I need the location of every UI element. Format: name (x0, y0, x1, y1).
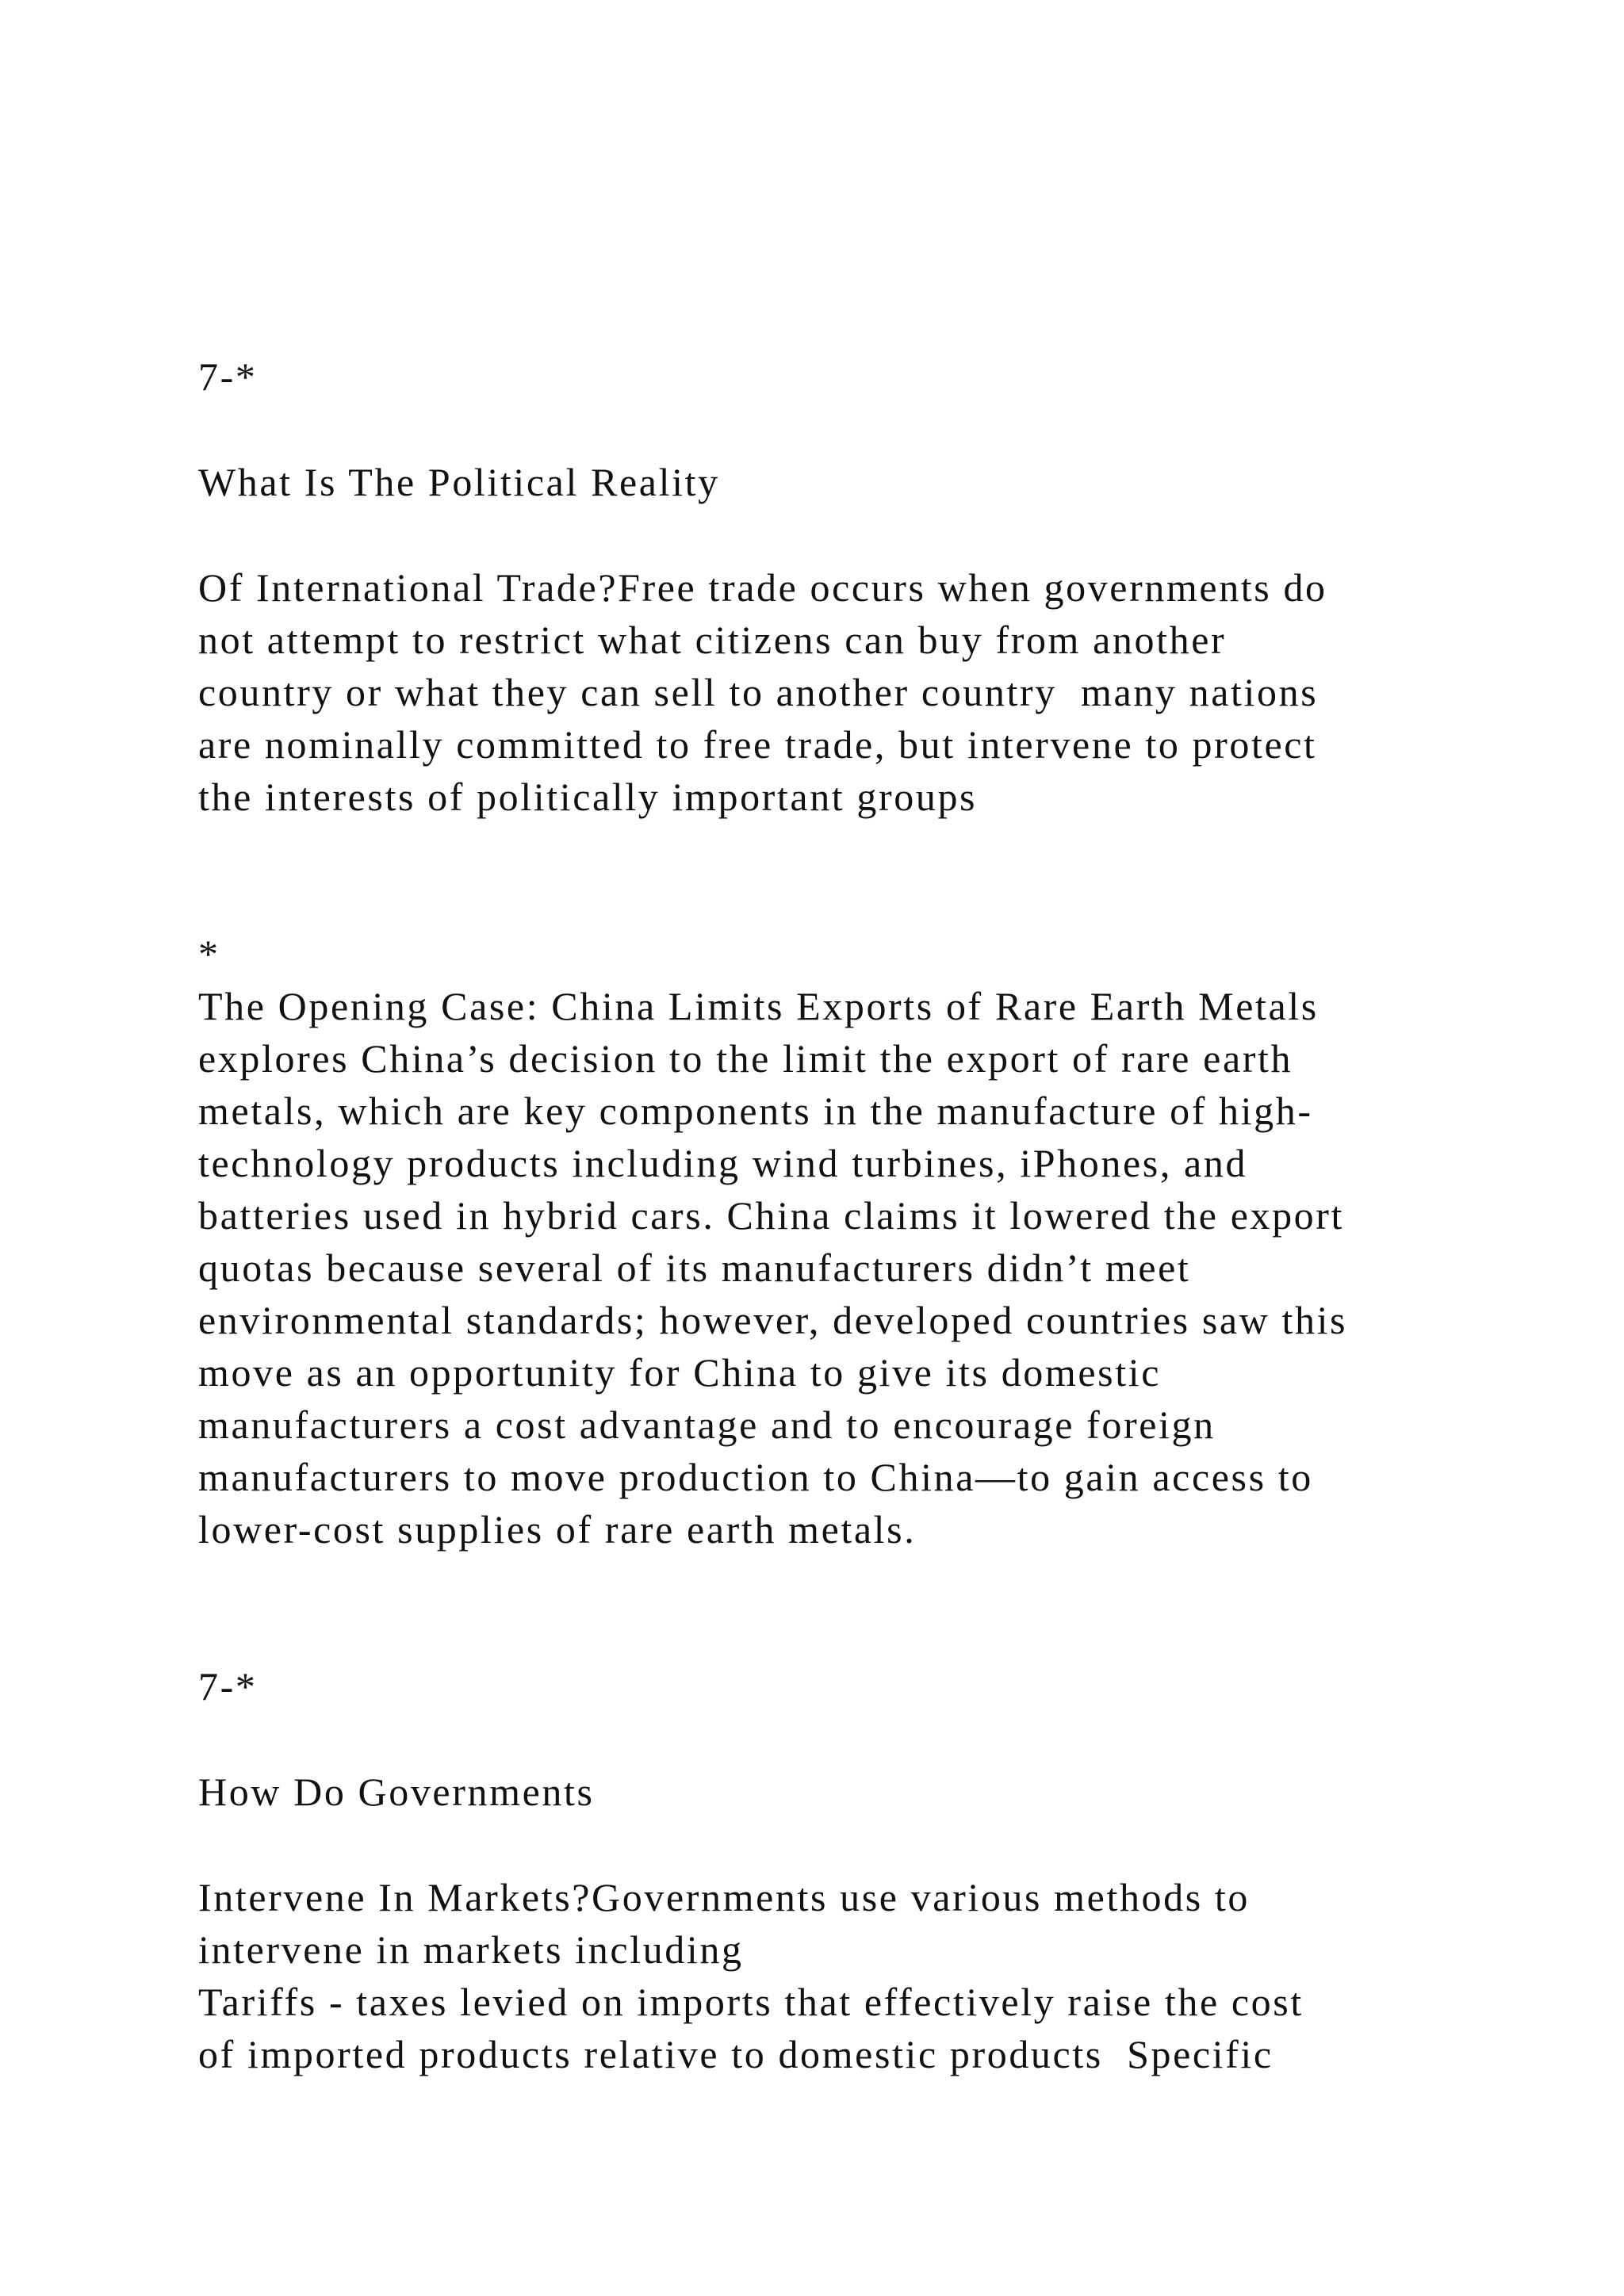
body-line: lower-cost supplies of rare earth metals. (198, 1507, 917, 1552)
body-line: move as an opportunity for China to give its domestic (198, 1350, 1162, 1395)
body-line: Of International Trade?Free trade occurs when governments do (198, 565, 1327, 610)
slide-marker: * (198, 932, 220, 976)
slide-marker: 7-* (198, 1664, 258, 1709)
body-line: manufacturers to move production to China—to gain access to (198, 1455, 1313, 1499)
slide-marker: 7-* (198, 354, 258, 399)
section-heading: How Do Governments (198, 1770, 595, 1814)
body-line: explores China’s decision to the limit the export of rare earth (198, 1036, 1293, 1081)
body-line: are nominally committed to free trade, but intervene to protect (198, 722, 1317, 767)
body-line: the interests of politically important groups (198, 775, 978, 819)
body-line: The Opening Case: China Limits Exports of Rare Earth Metals (198, 984, 1319, 1028)
body-line: of imported products relative to domestic products Specific (198, 2032, 1274, 2076)
body-line: batteries used in hybrid cars. China claims it lowered the export (198, 1193, 1345, 1238)
body-line: country or what they can sell to another country many nations (198, 670, 1319, 714)
body-line: technology products including wind turbines, iPhones, and (198, 1141, 1248, 1185)
body-line: environmental standards; however, developed countries saw this (198, 1298, 1348, 1342)
body-line: quotas because several of its manufacturers didn’t meet (198, 1246, 1191, 1290)
body-line: Tariffs - taxes levied on imports that effectively raise the cost (198, 1980, 1304, 2024)
body-line: Intervene In Markets?Governments use various methods to (198, 1875, 1251, 1919)
body-line: manufacturers a cost advantage and to encourage foreign (198, 1402, 1216, 1447)
body-line: not attempt to restrict what citizens can buy from another (198, 618, 1227, 662)
body-line: metals, which are key components in the manufacture of high- (198, 1089, 1313, 1133)
body-line: intervene in markets including (198, 1927, 744, 1972)
section-heading: What Is The Political Reality (198, 460, 720, 504)
